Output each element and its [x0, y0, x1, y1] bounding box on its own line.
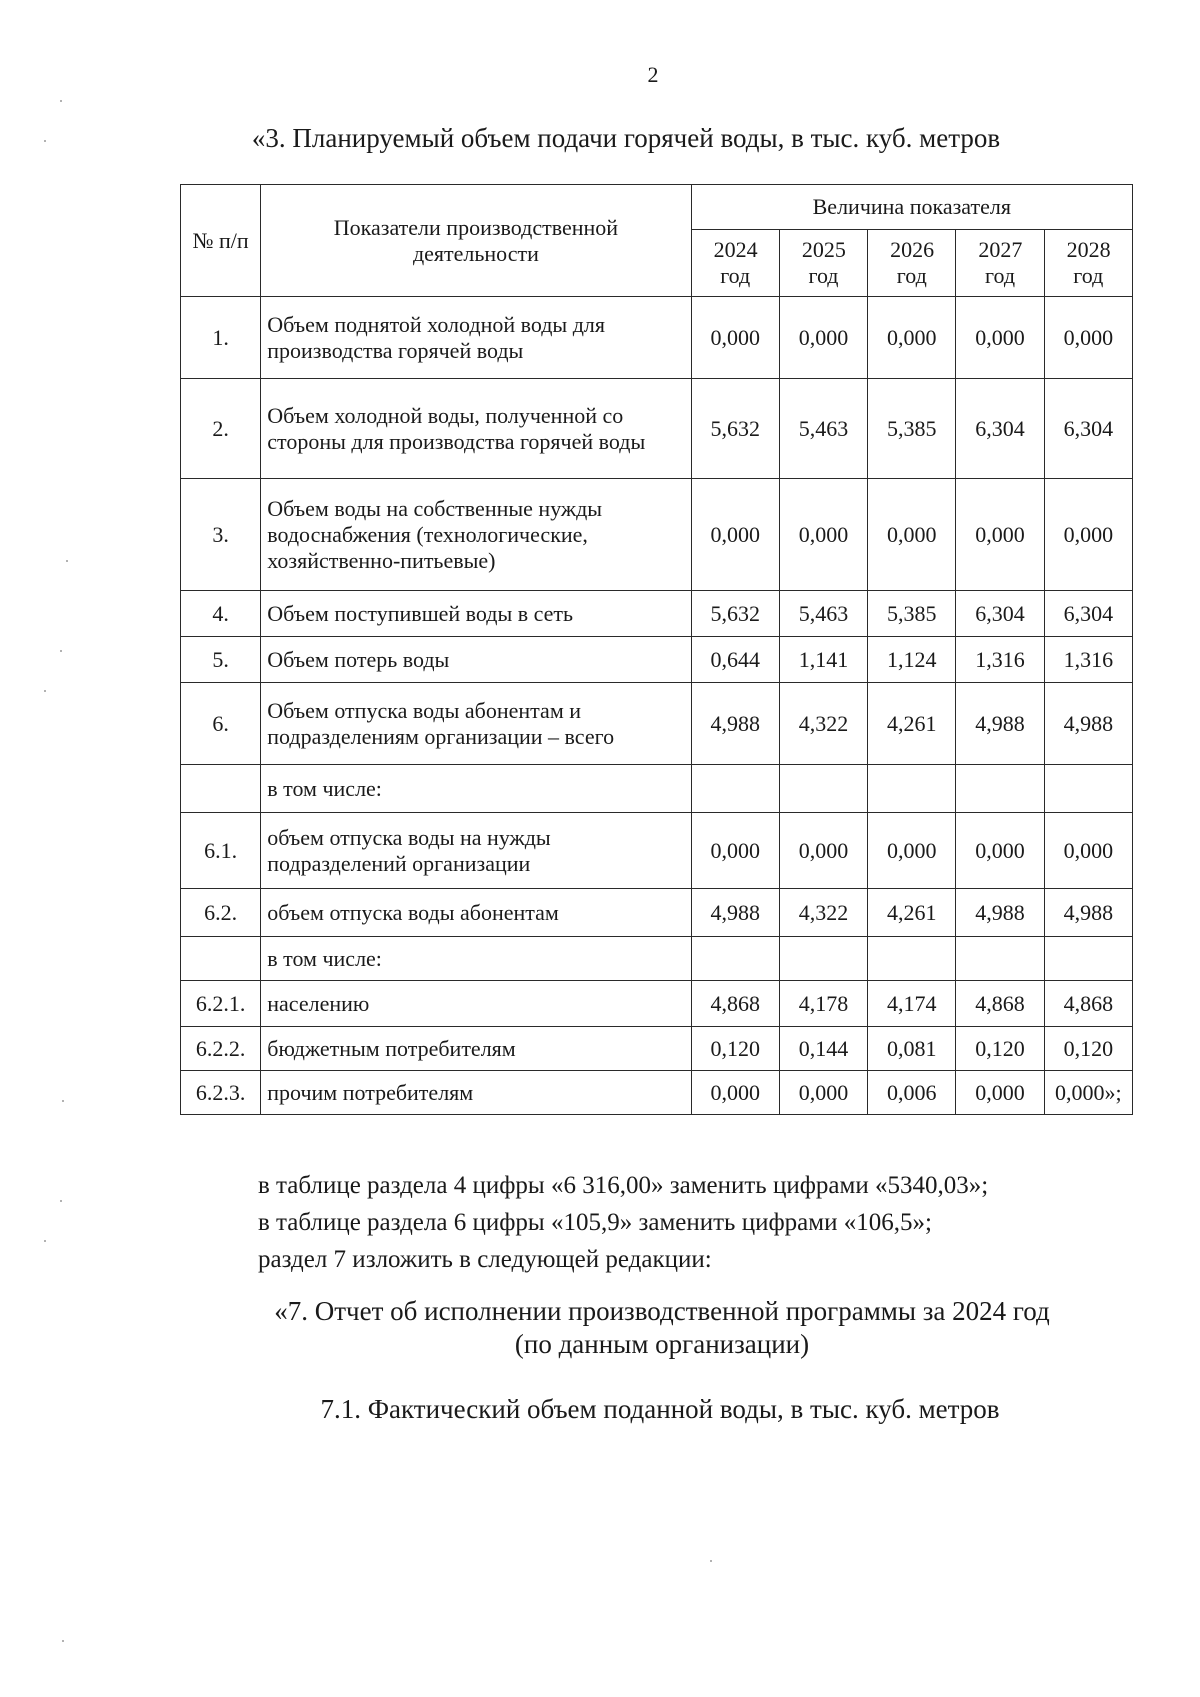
- row-name: населению: [261, 981, 691, 1027]
- row-value: 1,124: [868, 637, 956, 683]
- row-value: 0,000: [956, 479, 1044, 591]
- row-value: 0,000: [779, 297, 867, 379]
- header-num: № п/п: [181, 185, 261, 297]
- row-value: 0,000»;: [1044, 1071, 1132, 1115]
- row-value: 0,644: [691, 637, 779, 683]
- row-value: 5,632: [691, 591, 779, 637]
- row-name: в том числе:: [261, 765, 691, 813]
- table-row: [181, 813, 1133, 889]
- row-value: 1,141: [779, 637, 867, 683]
- row-value: 0,000: [779, 1071, 867, 1115]
- row-num: 6.2.3.: [181, 1071, 261, 1115]
- scan-speck: [60, 100, 62, 102]
- row-value: [868, 765, 956, 813]
- row-name: Объем воды на собственные нужды водоснабжения (технологические, хозяйственно-питьевые): [261, 479, 691, 591]
- table-row: [181, 379, 1133, 479]
- row-num: 6.: [181, 683, 261, 765]
- header-value-group: Величина показателя: [691, 185, 1132, 230]
- row-value: 4,868: [691, 981, 779, 1027]
- row-value: 0,000: [868, 297, 956, 379]
- row-value: 0,000: [691, 297, 779, 379]
- row-value: 0,000: [691, 813, 779, 889]
- row-value: 0,000: [956, 1071, 1044, 1115]
- row-name: объем отпуска воды абонентам: [261, 889, 691, 937]
- row-value: [691, 937, 779, 981]
- row-name: Объем поднятой холодной воды для производства горячей воды: [261, 297, 691, 379]
- row-value: 0,144: [779, 1027, 867, 1071]
- row-value: 0,000: [1044, 297, 1132, 379]
- row-num: [181, 937, 261, 981]
- row-value: 4,988: [691, 889, 779, 937]
- table-row: [181, 1027, 1133, 1071]
- report-heading-line: (по данным организации): [514, 1329, 810, 1359]
- row-value: [956, 765, 1044, 813]
- row-value: 0,120: [1044, 1027, 1132, 1071]
- row-num: 4.: [181, 591, 261, 637]
- row-value: [956, 937, 1044, 981]
- row-value: 5,385: [868, 379, 956, 479]
- scan-speck: [62, 1100, 64, 1102]
- row-value: 6,304: [1044, 379, 1132, 479]
- row-value: 4,988: [956, 889, 1044, 937]
- row-value: 0,000: [956, 297, 1044, 379]
- scan-speck: [60, 650, 62, 652]
- table-row: [181, 591, 1133, 637]
- table-row: [181, 765, 1133, 813]
- scan-speck: [66, 560, 68, 562]
- header-year: 2026 год: [868, 230, 956, 297]
- amendment-line: раздел 7 изложить в следующей редакции:: [258, 1246, 712, 1273]
- row-num: 2.: [181, 379, 261, 479]
- row-num: 3.: [181, 479, 261, 591]
- hot-water-volume-table: [180, 184, 1133, 1115]
- row-value: 6,304: [1044, 591, 1132, 637]
- row-value: [691, 765, 779, 813]
- table-row: [181, 981, 1133, 1027]
- page-number: 2: [647, 62, 659, 87]
- row-value: 4,322: [779, 683, 867, 765]
- row-value: [1044, 765, 1132, 813]
- report-heading: [62, 1295, 1200, 1361]
- row-value: [868, 937, 956, 981]
- row-value: 0,000: [956, 813, 1044, 889]
- table-row: [181, 683, 1133, 765]
- amendment-paragraphs: [258, 1167, 1158, 1278]
- scan-speck: [44, 690, 46, 692]
- table-row: [181, 479, 1133, 591]
- row-value: 6,304: [956, 379, 1044, 479]
- report-heading-line: «7. Отчет об исполнении производственной программы за 2024 год: [274, 1296, 1050, 1326]
- scan-speck: [60, 1200, 62, 1202]
- row-value: 0,000: [691, 479, 779, 591]
- row-value: 4,988: [1044, 889, 1132, 937]
- row-num: [181, 765, 261, 813]
- row-value: 4,261: [868, 683, 956, 765]
- header-year: 2028 год: [1044, 230, 1132, 297]
- row-num: 6.1.: [181, 813, 261, 889]
- table-row: [181, 637, 1133, 683]
- row-num: 6.2.2.: [181, 1027, 261, 1071]
- row-value: 4,868: [956, 981, 1044, 1027]
- row-value: 0,000: [779, 479, 867, 591]
- amendment-line: в таблице раздела 4 цифры «6 316,00» заменить цифрами «5340,03»;: [258, 1172, 989, 1199]
- row-value: 4,988: [691, 683, 779, 765]
- table-row: [181, 889, 1133, 937]
- scan-speck: [44, 1240, 46, 1242]
- row-value: 0,120: [956, 1027, 1044, 1071]
- amendment-line: в таблице раздела 6 цифры «105,9» заменить цифрами «106,5»;: [258, 1209, 932, 1236]
- table-row: [181, 297, 1133, 379]
- row-value: 0,000: [1044, 813, 1132, 889]
- row-value: [1044, 937, 1132, 981]
- row-value: 0,006: [868, 1071, 956, 1115]
- row-name: в том числе:: [261, 937, 691, 981]
- row-value: 4,178: [779, 981, 867, 1027]
- row-num: 6.2.1.: [181, 981, 261, 1027]
- row-value: [779, 765, 867, 813]
- row-value: 0,000: [1044, 479, 1132, 591]
- row-value: 5,463: [779, 379, 867, 479]
- scan-speck: [710, 1560, 712, 1562]
- row-name: Объем отпуска воды абонентам и подразделениям организации – всего: [261, 683, 691, 765]
- fact-heading: 7.1. Фактический объем поданной воды, в тыс. куб. метров: [320, 1394, 1000, 1424]
- row-value: 0,000: [868, 813, 956, 889]
- scan-speck: [62, 1640, 64, 1642]
- row-name: Объем холодной воды, полученной со стороны для производства горячей воды: [261, 379, 691, 479]
- row-value: 0,000: [691, 1071, 779, 1115]
- row-value: 1,316: [1044, 637, 1132, 683]
- row-value: 5,632: [691, 379, 779, 479]
- row-num: 1.: [181, 297, 261, 379]
- header-year: 2025 год: [779, 230, 867, 297]
- header-year: 2027 год: [956, 230, 1044, 297]
- row-value: 4,261: [868, 889, 956, 937]
- row-value: 6,304: [956, 591, 1044, 637]
- row-value: 5,385: [868, 591, 956, 637]
- row-value: 1,316: [956, 637, 1044, 683]
- row-value: 4,322: [779, 889, 867, 937]
- row-num: 5.: [181, 637, 261, 683]
- table-row: [181, 1071, 1133, 1115]
- row-name: бюджетным потребителям: [261, 1027, 691, 1071]
- row-name: Объем поступившей воды в сеть: [261, 591, 691, 637]
- row-value: 4,174: [868, 981, 956, 1027]
- row-value: 0,000: [868, 479, 956, 591]
- row-num: 6.2.: [181, 889, 261, 937]
- row-name: Объем потерь воды: [261, 637, 691, 683]
- row-name: объем отпуска воды на нужды подразделений организации: [261, 813, 691, 889]
- row-value: 4,988: [956, 683, 1044, 765]
- row-name: прочим потребителям: [261, 1071, 691, 1115]
- row-value: 0,120: [691, 1027, 779, 1071]
- row-value: 4,988: [1044, 683, 1132, 765]
- header-year: 2024 год: [691, 230, 779, 297]
- table-row: [181, 937, 1133, 981]
- row-value: 4,868: [1044, 981, 1132, 1027]
- row-value: 0,000: [779, 813, 867, 889]
- row-value: [779, 937, 867, 981]
- table-heading: «3. Планируемый объем подачи горячей воды, в тыс. куб. метров: [251, 123, 1001, 153]
- scan-speck: [44, 140, 46, 142]
- row-value: 0,081: [868, 1027, 956, 1071]
- header-indicator: Показатели производственной деятельности: [261, 185, 691, 297]
- row-value: 5,463: [779, 591, 867, 637]
